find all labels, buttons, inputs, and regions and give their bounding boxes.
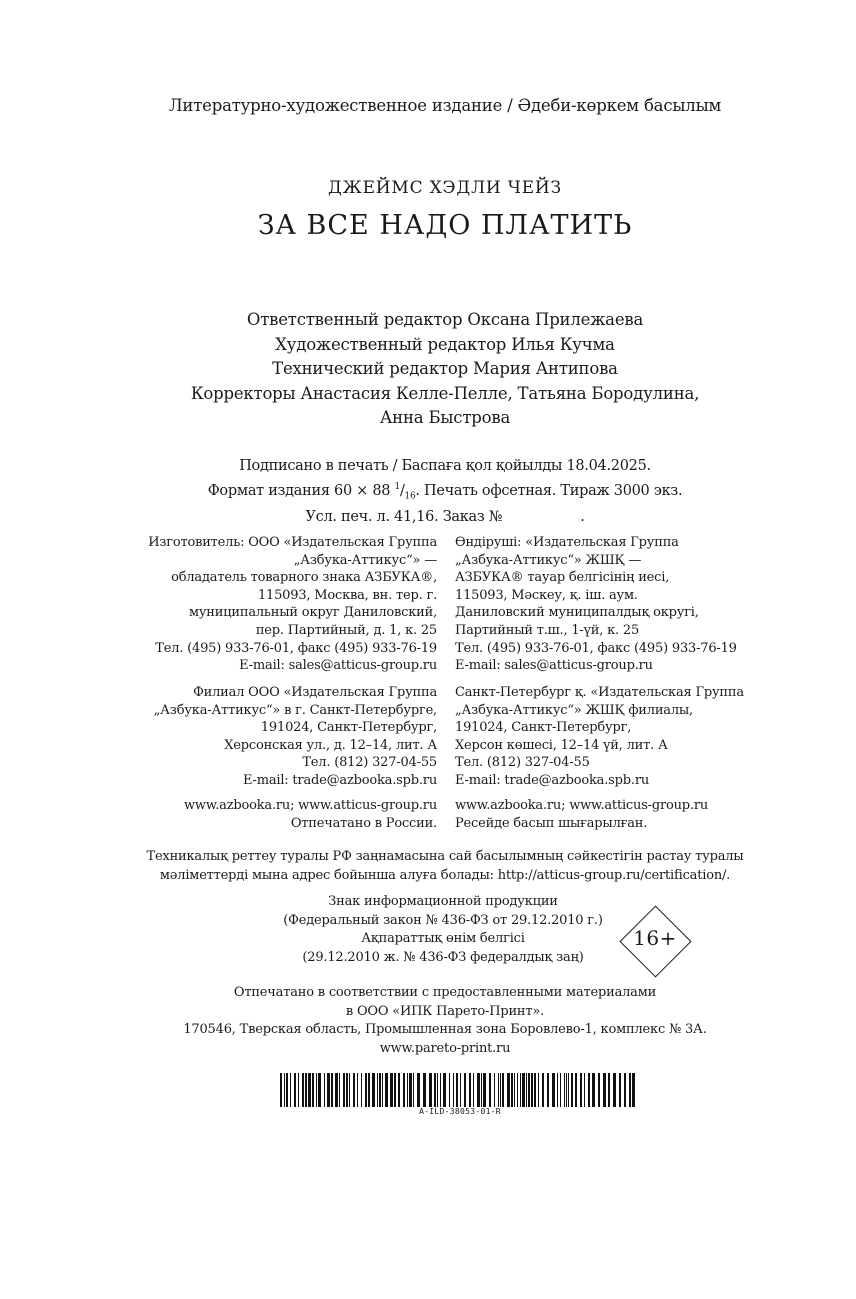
barcode-bar <box>316 1073 317 1107</box>
barcode-bar <box>538 1073 539 1107</box>
branch-ru-line: Тел. (812) 327-04-55 <box>302 755 437 771</box>
barcode-bar <box>552 1073 555 1107</box>
sheets-text: Усл. печ. л. 41,16. Заказ № <box>305 508 503 525</box>
info-sign-line: (Федеральный закон № 436-ФЗ от 29.12.2010 г.) <box>283 912 603 928</box>
branch-ru-line: E-mail: trade@azbooka.spb.ru <box>242 772 437 788</box>
manufacturer-ru-line: обладатель товарного знака АЗБУКА®, <box>171 570 437 586</box>
branch-ru-line: Херсонская ул., д. 12–14, лит. А <box>224 737 437 753</box>
barcode-bar <box>372 1073 375 1107</box>
barcode-bar <box>592 1073 595 1107</box>
barcode-bar <box>481 1073 482 1107</box>
branch-kz-line: Тел. (812) 327-04-55 <box>455 755 590 771</box>
author-name: ДЖЕЙМС ХЭДЛИ ЧЕЙЗ <box>328 178 562 198</box>
barcode-bar <box>280 1073 282 1107</box>
barcode-bar <box>580 1073 582 1107</box>
age-rating-text: 16+ <box>633 926 677 950</box>
barcode-bar <box>547 1073 549 1107</box>
branch-ru-line: „Азбука-Аттикус“» в г. Санкт-Петербурге, <box>153 702 437 718</box>
barcode-bar <box>483 1073 486 1107</box>
web-kz <box>455 797 708 832</box>
sheets-end: . <box>580 508 585 525</box>
barcode-bar <box>494 1073 495 1107</box>
staff-line: Ответственный редактор Оксана Прилежаева <box>246 310 644 329</box>
barcode-bar <box>349 1073 350 1107</box>
barcode-text: A-ILD-38053-01-R <box>419 1107 501 1116</box>
barcode-bar <box>385 1073 388 1107</box>
manufacturer-kz-line: „Азбука-Аттикус“» ЖШҚ — <box>455 552 642 568</box>
manufacturer-kz-line: Партийный т.ш., 1-үй, к. 25 <box>455 622 640 638</box>
barcode-bar <box>434 1073 436 1107</box>
book-title: ЗА ВСЕ НАДО ПЛАТИТЬ <box>257 210 633 241</box>
series-line: Литературно-художественное издание / Әдеби-көркем басылым <box>168 96 722 115</box>
barcode-bar <box>290 1073 291 1107</box>
web-ru-line: www.azbooka.ru; www.atticus-group.ru <box>183 798 437 813</box>
manufacturer-ru-line: E-mail: sales@atticus-group.ru <box>239 658 437 674</box>
barcode-bar <box>464 1073 466 1107</box>
barcode-bar <box>473 1073 474 1107</box>
branch-ru-line: 191024, Санкт-Петербург, <box>260 720 437 736</box>
barcode-bar <box>498 1073 499 1107</box>
barcode-bar <box>298 1073 299 1107</box>
barcode-bar <box>469 1073 471 1107</box>
barcode-bar <box>588 1073 590 1107</box>
format-prefix: Формат издания 60 × 88 <box>207 482 395 499</box>
barcode-bar <box>437 1073 438 1107</box>
barcode-bar <box>335 1073 338 1107</box>
barcode-bar <box>584 1073 585 1107</box>
info-sign-line: (29.12.2010 ж. № 436-ФЗ федералдық заң) <box>302 949 584 965</box>
manufacturer-kz-line: E-mail: sales@atticus-group.ru <box>455 658 653 674</box>
barcode-bar <box>502 1073 504 1107</box>
signed-line: Подписано в печать / Баспаға қол қойылды 18.04.2025. <box>239 458 651 474</box>
manufacturer-kz-line: 115093, Мәскеу, қ. іш. аум. <box>455 587 638 603</box>
manufacturer-ru <box>148 534 437 675</box>
barcode-bar <box>571 1073 573 1107</box>
branch-ru-line: Филиал ООО «Издательская Группа <box>193 685 437 700</box>
barcode-bar <box>407 1073 408 1107</box>
barcode-bar <box>417 1073 420 1107</box>
barcode-bar <box>460 1073 461 1107</box>
branch-kz-line: „Азбука-Аттикус“» ЖШҚ филиалы, <box>455 702 693 718</box>
barcode-bar <box>632 1073 635 1107</box>
manufacturer-ru-line: „Азбука-Аттикус“» — <box>293 552 437 568</box>
manufacturer-kz-line: Даниловский муниципалдық округі, <box>455 605 699 621</box>
barcode-bar <box>568 1073 569 1107</box>
barcode-bar <box>603 1073 606 1107</box>
manufacturer-ru-line: муниципальный округ Даниловский, <box>188 605 437 621</box>
barcode-bar <box>324 1073 325 1107</box>
barcode-bar <box>489 1073 491 1107</box>
barcode-bar <box>598 1073 600 1107</box>
staff-line: Технический редактор Мария Антипова <box>272 359 618 378</box>
barcode-bar <box>368 1073 370 1107</box>
barcode-bar <box>440 1073 441 1107</box>
web-kz-line: Ресейде басып шығарылған. <box>455 815 648 831</box>
barcode-bar <box>390 1073 393 1107</box>
branch-kz-line: E-mail: trade@azbooka.spb.ru <box>455 772 650 788</box>
barcode-bar <box>346 1073 348 1107</box>
info-sign-line: Ақпараттық өнім белгісі <box>361 931 525 946</box>
branch-kz-line: Херсон көшесі, 12–14 үй, лит. А <box>455 737 668 753</box>
barcode-bar <box>302 1073 304 1107</box>
format-suffix: . Печать офсетная. Тираж 3000 экз. <box>415 482 683 499</box>
barcode-bar <box>403 1073 405 1107</box>
branch-kz-line: 191024, Санкт-Петербург, <box>455 720 632 736</box>
barcode-bar <box>394 1073 396 1107</box>
barcode-bar <box>624 1073 626 1107</box>
branch-kz <box>455 684 744 790</box>
barcode-bar <box>343 1073 345 1107</box>
sheets-line <box>0 507 856 528</box>
publication-details <box>0 456 856 527</box>
web-kz-line: www.azbooka.ru; www.atticus-group.ru <box>455 798 709 813</box>
manufacturer-kz-line: Тел. (495) 933-76-01, факс (495) 933-76-19 <box>455 640 737 656</box>
barcode-bar <box>557 1073 558 1107</box>
staff-line: Анна Быстрова <box>379 408 511 427</box>
barcode-bar <box>507 1073 510 1107</box>
barcode-bar <box>429 1073 432 1107</box>
editorial-staff <box>0 308 856 431</box>
barcode-bar <box>286 1073 288 1107</box>
web-ru-line: Отпечатано в России. <box>290 815 437 831</box>
barcode-bar <box>339 1073 340 1107</box>
barcode-bar <box>361 1073 362 1107</box>
manufacturer-ru-line: пер. Партийный, д. 1, к. 25 <box>255 622 437 638</box>
barcode-bar <box>409 1073 412 1107</box>
barcode-bar <box>542 1073 544 1107</box>
barcode-bar <box>534 1073 536 1107</box>
barcode-bar <box>526 1073 527 1107</box>
barcode-bar <box>528 1073 530 1107</box>
barcode-bar <box>500 1073 501 1107</box>
barcode-bar <box>284 1073 285 1107</box>
info-sign <box>248 893 638 967</box>
barcode-bar <box>531 1073 533 1107</box>
barcode-bar <box>312 1073 314 1107</box>
printer-line: 170546, Тверская область, Промышленная зона Боровлево-1, комплекс № 3А. <box>183 1022 707 1037</box>
barcode-bar <box>327 1073 330 1107</box>
format-line: Формат издания 60 × 88 $^1/_{16}$. Печать офсетная. Тираж 3000 экз. <box>207 481 683 502</box>
tech-regulation-line: Техникалық реттеу туралы РФ заңнамасына сай басылымның сәйкестігін растау туралы <box>146 849 744 864</box>
printer-line: www.pareto-print.ru <box>379 1040 511 1056</box>
info-sign-line: Знак информационной продукции <box>328 894 558 909</box>
barcode-bar <box>398 1073 400 1107</box>
barcode-bar <box>613 1073 616 1107</box>
barcode-bar <box>520 1073 521 1107</box>
barcode-bar <box>564 1073 565 1107</box>
printer-line: Отпечатано в соответствии с предоставленными материалами <box>233 985 657 1000</box>
manufacturer-kz-line: АЗБУКА® тауар белгісінің иесі, <box>455 570 670 586</box>
barcode-bar <box>331 1073 333 1107</box>
manufacturer-kz <box>455 534 737 675</box>
barcode-bar <box>353 1073 355 1107</box>
barcode-bar <box>629 1073 631 1107</box>
barcode-bar <box>449 1073 450 1107</box>
barcode-bar <box>560 1073 561 1107</box>
age-rating-badge <box>620 906 690 976</box>
manufacturer-ru-line: Изготовитель: ООО «Издательская Группа <box>148 535 437 550</box>
barcode-bar <box>566 1073 567 1107</box>
manufacturer-ru-line: 115093, Москва, вн. тер. г. <box>257 587 437 603</box>
barcode-bar <box>608 1073 610 1107</box>
barcode-bar <box>318 1073 321 1107</box>
branch-kz-line: Санкт-Петербург қ. «Издательская Группа <box>455 685 744 700</box>
barcode-bar <box>517 1073 518 1107</box>
barcode-bar <box>522 1073 525 1107</box>
format-numerator: 1 <box>394 481 400 492</box>
barcode-icon <box>280 1073 640 1107</box>
barcode-bar <box>514 1073 515 1107</box>
tech-regulation <box>0 848 856 885</box>
printer-info <box>0 984 856 1058</box>
barcode-bar <box>357 1073 358 1107</box>
barcode-bar <box>382 1073 383 1107</box>
barcode-bar <box>456 1073 458 1107</box>
barcode-bar <box>423 1073 426 1107</box>
barcode-bar <box>443 1073 446 1107</box>
barcode-bar <box>413 1073 414 1107</box>
barcode-bar <box>379 1073 381 1107</box>
staff-line: Корректоры Анастасия Келле-Пелле, Татьяна Бородулина, <box>190 383 700 403</box>
format-denominator: 16 <box>404 491 416 502</box>
barcode-bar <box>453 1073 454 1107</box>
barcode-bar <box>294 1073 296 1107</box>
barcode-bar <box>477 1073 480 1107</box>
barcode-bar <box>308 1073 311 1107</box>
manufacturer-ru-line: Тел. (495) 933-76-01, факс (495) 933-76-19 <box>155 640 437 656</box>
staff-line: Художественный редактор Илья Кучма <box>275 334 615 354</box>
barcode-bar <box>365 1073 367 1107</box>
barcode-bar <box>575 1073 577 1107</box>
printer-line: в ООО «ИПК Парето-Принт». <box>345 1003 545 1019</box>
barcode-bar <box>305 1073 307 1107</box>
web-ru <box>184 797 437 832</box>
branch-ru <box>154 684 437 790</box>
barcode-bar <box>619 1073 621 1107</box>
manufacturer-kz-line: Өндіруші: «Издательская Группа <box>455 535 679 550</box>
barcode-bar <box>511 1073 513 1107</box>
tech-regulation-line: мәліметтерді мына адрес бойынша алуға болады: http://atticus-group.ru/certification/. <box>159 867 731 883</box>
barcode-bar <box>377 1073 378 1107</box>
